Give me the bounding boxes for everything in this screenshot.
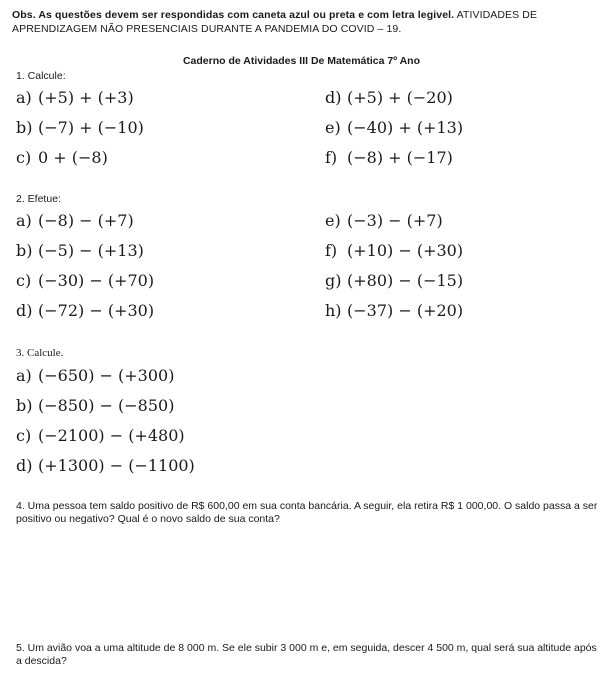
q1-item-a — [16, 88, 134, 107]
q3-heading: 3. Calcule. — [16, 347, 64, 359]
q3-item-a-label: a) — [16, 366, 32, 385]
page-title: Caderno de Atividades III De Matemática 7º Ano — [182, 55, 421, 67]
q2-item-c-label: c) — [16, 271, 32, 290]
q2-item-g — [325, 271, 463, 290]
q3-item-b-label: b) — [16, 396, 33, 415]
q2-item-h-expr: (−37) − (+20) — [347, 301, 464, 320]
q2-item-g-label: g) — [325, 271, 342, 290]
q1-item-d-label: d) — [325, 88, 342, 107]
q1-item-f — [325, 148, 453, 167]
q2-item-a-expr: (−8) − (+7) — [38, 211, 134, 230]
q1-item-c-expr: 0 + (−8) — [38, 148, 108, 167]
q2-item-g-expr: (+80) − (−15) — [347, 271, 464, 290]
q2-item-e — [325, 211, 443, 230]
q2-item-c — [16, 271, 154, 290]
q3-item-a-expr: (−650) − (+300) — [38, 366, 175, 385]
q2-item-c-expr: (−30) − (+70) — [38, 271, 155, 290]
q2-item-d — [16, 301, 154, 320]
q3-item-d — [16, 456, 195, 475]
q3-item-b — [16, 396, 174, 415]
q1-item-f-label: f) — [325, 148, 338, 167]
q2-item-f-expr: (+10) − (+30) — [347, 241, 464, 260]
q2-item-a — [16, 211, 134, 230]
q2-item-d-label: d) — [16, 301, 33, 320]
q1-item-d — [325, 88, 453, 107]
q1-item-e-label: e) — [325, 118, 341, 137]
q2-item-d-expr: (−72) − (+30) — [38, 301, 155, 320]
q2-item-a-label: a) — [16, 211, 32, 230]
q5-text: 5. Um avião voa a uma altitude de 8 000 m. Se ele subir 3 000 m e, em seguida, descer 4 500 m, qual será sua altitude após a descida? — [16, 642, 597, 667]
q1-item-a-label: a) — [16, 88, 32, 107]
q2-item-h-label: h) — [325, 301, 342, 320]
instructions-rest: ATIVIDADES DE APRENDIZAGEM NÃO PRESENCIAIS DURANTE A PANDEMIA DO COVID – 19. — [12, 9, 538, 35]
q2-item-e-expr: (−3) − (+7) — [347, 211, 443, 230]
q2-item-b-label: b) — [16, 241, 33, 260]
instructions-bold: Obs. As questões devem ser respondidas com caneta azul ou preta e com letra legivel. — [12, 9, 455, 21]
q1-item-b-label: b) — [16, 118, 33, 137]
q2-item-f-label: f) — [325, 241, 338, 260]
q3-item-b-expr: (−850) − (−850) — [38, 396, 175, 415]
q2-item-b-expr: (−5) − (+13) — [38, 241, 144, 260]
q3-item-c-label: c) — [16, 426, 32, 445]
q3-item-d-label: d) — [16, 456, 33, 475]
q3-item-c-expr: (−2100) − (+480) — [38, 426, 185, 445]
q2-heading: 2. Efetue: — [16, 193, 61, 205]
q1-item-e — [325, 118, 463, 137]
q1-item-b-expr: (−7) + (−10) — [38, 118, 144, 137]
q2-item-b — [16, 241, 144, 260]
q1-item-a-expr: (+5) + (+3) — [38, 88, 134, 107]
q1-item-c — [16, 148, 108, 167]
q1-item-e-expr: (−40) + (+13) — [347, 118, 464, 137]
q4-text: 4. Uma pessoa tem saldo positivo de R$ 600,00 em sua conta bancária. A seguir, ela retira R$ 1 000,00. O saldo passa a ser positivo ou negativo? Qual é o novo saldo de sua conta? — [16, 500, 598, 525]
q2-item-h — [325, 301, 463, 320]
instructions-note — [12, 8, 602, 36]
q3-item-d-expr: (+1300) − (−1100) — [38, 456, 195, 475]
q2-item-e-label: e) — [325, 211, 341, 230]
q1-item-d-expr: (+5) + (−20) — [347, 88, 453, 107]
q1-item-b — [16, 118, 144, 137]
q1-heading: 1. Calcule: — [16, 70, 66, 82]
q2-item-f — [325, 241, 463, 260]
q3-item-c — [16, 426, 185, 445]
q1-item-f-expr: (−8) + (−17) — [347, 148, 453, 167]
q3-item-a — [16, 366, 174, 385]
q1-item-c-label: c) — [16, 148, 32, 167]
